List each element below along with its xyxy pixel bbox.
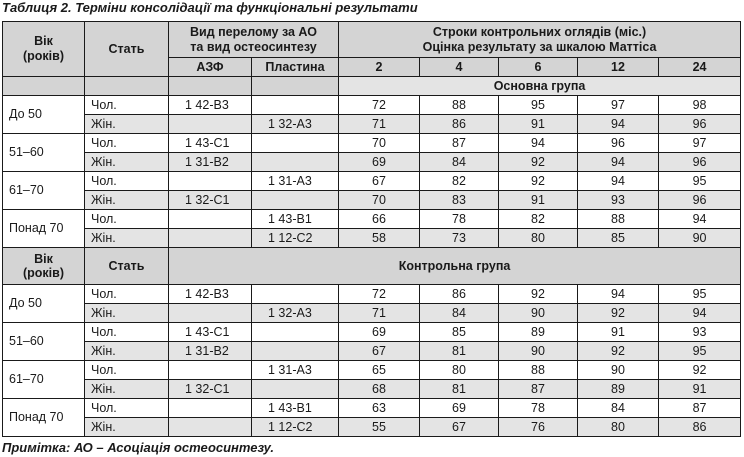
score-cell: 88 bbox=[499, 361, 578, 380]
header-month: 12 bbox=[578, 58, 659, 77]
score-cell: 65 bbox=[339, 361, 420, 380]
score-cell: 80 bbox=[420, 361, 499, 380]
score-cell: 96 bbox=[659, 191, 741, 210]
score-cell: 85 bbox=[420, 323, 499, 342]
sex-cell: Жін. bbox=[85, 342, 169, 361]
score-cell: 95 bbox=[659, 285, 741, 304]
score-cell: 90 bbox=[499, 342, 578, 361]
sex-cell: Чол. bbox=[85, 285, 169, 304]
score-cell: 87 bbox=[420, 134, 499, 153]
spacer-cell bbox=[252, 77, 339, 96]
sex-cell: Жін. bbox=[85, 115, 169, 134]
table-row bbox=[3, 323, 741, 342]
spacer-cell bbox=[85, 77, 169, 96]
score-cell: 93 bbox=[578, 191, 659, 210]
score-cell: 83 bbox=[420, 191, 499, 210]
score-cell: 90 bbox=[499, 304, 578, 323]
azf-cell: 1 43-С1 bbox=[169, 323, 252, 342]
score-cell: 70 bbox=[339, 134, 420, 153]
score-cell: 80 bbox=[578, 418, 659, 437]
table-body bbox=[3, 22, 741, 437]
score-cell: 70 bbox=[339, 191, 420, 210]
score-cell: 95 bbox=[659, 172, 741, 191]
sex-cell: Жін. bbox=[85, 191, 169, 210]
score-cell: 94 bbox=[578, 172, 659, 191]
score-cell: 97 bbox=[578, 96, 659, 115]
score-cell: 92 bbox=[659, 361, 741, 380]
table-row bbox=[3, 153, 741, 172]
sex-cell: Жін. bbox=[85, 304, 169, 323]
score-cell: 55 bbox=[339, 418, 420, 437]
table-row bbox=[3, 361, 741, 380]
sex-cell: Чол. bbox=[85, 210, 169, 229]
sex-cell: Чол. bbox=[85, 399, 169, 418]
azf-cell bbox=[169, 304, 252, 323]
score-cell: 86 bbox=[659, 418, 741, 437]
azf-cell bbox=[169, 361, 252, 380]
score-cell: 91 bbox=[659, 380, 741, 399]
score-cell: 68 bbox=[339, 380, 420, 399]
score-cell: 63 bbox=[339, 399, 420, 418]
azf-cell: 1 31-В2 bbox=[169, 153, 252, 172]
score-cell: 95 bbox=[499, 96, 578, 115]
plate-cell: 1 32-А3 bbox=[252, 304, 339, 323]
score-cell: 86 bbox=[420, 115, 499, 134]
sex-cell: Жін. bbox=[85, 380, 169, 399]
score-cell: 92 bbox=[578, 304, 659, 323]
table-row bbox=[3, 399, 741, 418]
score-cell: 94 bbox=[578, 153, 659, 172]
age-cell: 61–70 bbox=[3, 172, 85, 210]
spacer-cell bbox=[169, 77, 252, 96]
score-cell: 72 bbox=[339, 96, 420, 115]
plate-cell bbox=[252, 153, 339, 172]
table-row bbox=[3, 96, 741, 115]
score-cell: 81 bbox=[420, 380, 499, 399]
plate-cell bbox=[252, 380, 339, 399]
header-azf: АЗФ bbox=[169, 58, 252, 77]
age-cell: 51–60 bbox=[3, 323, 85, 361]
table-row bbox=[3, 380, 741, 399]
table-row bbox=[3, 342, 741, 361]
header-sex: Стать bbox=[85, 248, 169, 285]
plate-cell bbox=[252, 342, 339, 361]
score-cell: 90 bbox=[578, 361, 659, 380]
header-sex: Стать bbox=[85, 22, 169, 77]
plate-cell bbox=[252, 96, 339, 115]
score-cell: 85 bbox=[578, 229, 659, 248]
table-row bbox=[3, 191, 741, 210]
age-cell: Понад 70 bbox=[3, 210, 85, 248]
spacer-cell bbox=[3, 77, 85, 96]
azf-cell: 1 42-В3 bbox=[169, 285, 252, 304]
score-cell: 92 bbox=[499, 285, 578, 304]
plate-cell bbox=[252, 191, 339, 210]
plate-cell bbox=[252, 134, 339, 153]
score-cell: 96 bbox=[659, 153, 741, 172]
age-cell: 61–70 bbox=[3, 361, 85, 399]
group-title: Основна група bbox=[339, 77, 741, 96]
table-row bbox=[3, 210, 741, 229]
plate-cell bbox=[252, 285, 339, 304]
score-cell: 81 bbox=[420, 342, 499, 361]
score-cell: 73 bbox=[420, 229, 499, 248]
score-cell: 94 bbox=[578, 115, 659, 134]
score-cell: 96 bbox=[578, 134, 659, 153]
azf-cell: 1 42-В3 bbox=[169, 96, 252, 115]
sex-cell: Жін. bbox=[85, 153, 169, 172]
score-cell: 89 bbox=[578, 380, 659, 399]
score-cell: 88 bbox=[420, 96, 499, 115]
age-cell: 51–60 bbox=[3, 134, 85, 172]
score-cell: 94 bbox=[659, 304, 741, 323]
score-cell: 69 bbox=[339, 153, 420, 172]
sex-cell: Чол. bbox=[85, 96, 169, 115]
score-cell: 91 bbox=[499, 191, 578, 210]
score-cell: 94 bbox=[578, 285, 659, 304]
header-age: Вік (років) bbox=[3, 248, 85, 285]
score-cell: 71 bbox=[339, 115, 420, 134]
sex-cell: Чол. bbox=[85, 323, 169, 342]
table-row bbox=[3, 229, 741, 248]
score-cell: 95 bbox=[659, 342, 741, 361]
score-cell: 78 bbox=[420, 210, 499, 229]
score-cell: 84 bbox=[578, 399, 659, 418]
score-cell: 93 bbox=[659, 323, 741, 342]
plate-cell: 1 32-А3 bbox=[252, 115, 339, 134]
age-cell: Понад 70 bbox=[3, 399, 85, 437]
header-month: 24 bbox=[659, 58, 741, 77]
sex-cell: Чол. bbox=[85, 134, 169, 153]
score-cell: 88 bbox=[578, 210, 659, 229]
score-cell: 69 bbox=[420, 399, 499, 418]
sex-cell: Чол. bbox=[85, 361, 169, 380]
azf-cell: 1 43-С1 bbox=[169, 134, 252, 153]
azf-cell bbox=[169, 115, 252, 134]
azf-cell bbox=[169, 172, 252, 191]
sex-cell: Чол. bbox=[85, 172, 169, 191]
score-cell: 69 bbox=[339, 323, 420, 342]
score-cell: 84 bbox=[420, 153, 499, 172]
age-cell: До 50 bbox=[3, 285, 85, 323]
score-cell: 92 bbox=[578, 342, 659, 361]
table-row bbox=[3, 418, 741, 437]
table-caption: Таблиця 2. Терміни консолідації та функціональні результати bbox=[2, 0, 418, 15]
header-followup: Строки контрольних оглядів (міс.) Оцінка результату за шкалою Маттіса bbox=[339, 22, 741, 58]
header-month: 2 bbox=[339, 58, 420, 77]
plate-cell: 1 12-С2 bbox=[252, 418, 339, 437]
azf-cell bbox=[169, 229, 252, 248]
score-cell: 82 bbox=[499, 210, 578, 229]
score-cell: 91 bbox=[578, 323, 659, 342]
score-cell: 92 bbox=[499, 153, 578, 172]
score-cell: 98 bbox=[659, 96, 741, 115]
score-cell: 80 bbox=[499, 229, 578, 248]
header-month: 4 bbox=[420, 58, 499, 77]
azf-cell: 1 31-В2 bbox=[169, 342, 252, 361]
score-cell: 76 bbox=[499, 418, 578, 437]
azf-cell: 1 32-С1 bbox=[169, 380, 252, 399]
score-cell: 71 bbox=[339, 304, 420, 323]
plate-cell: 1 31-А3 bbox=[252, 361, 339, 380]
score-cell: 89 bbox=[499, 323, 578, 342]
group-title: Контрольна група bbox=[169, 248, 741, 285]
header-month: 6 bbox=[499, 58, 578, 77]
azf-cell bbox=[169, 399, 252, 418]
age-cell: До 50 bbox=[3, 96, 85, 134]
header-age: Вік (років) bbox=[3, 22, 85, 77]
table-row bbox=[3, 285, 741, 304]
score-cell: 96 bbox=[659, 115, 741, 134]
score-cell: 66 bbox=[339, 210, 420, 229]
sex-cell: Жін. bbox=[85, 229, 169, 248]
plate-cell: 1 43-В1 bbox=[252, 399, 339, 418]
score-cell: 87 bbox=[499, 380, 578, 399]
header-fracture-type: Вид перелому за АО та вид остеосинтезу bbox=[169, 22, 339, 58]
table-note: Примітка: АО – Асоціація остеосинтезу. bbox=[2, 440, 275, 455]
results-table bbox=[2, 21, 741, 437]
score-cell: 67 bbox=[420, 418, 499, 437]
score-cell: 90 bbox=[659, 229, 741, 248]
azf-cell bbox=[169, 418, 252, 437]
score-cell: 82 bbox=[420, 172, 499, 191]
score-cell: 94 bbox=[659, 210, 741, 229]
score-cell: 97 bbox=[659, 134, 741, 153]
table-row bbox=[3, 134, 741, 153]
score-cell: 84 bbox=[420, 304, 499, 323]
score-cell: 86 bbox=[420, 285, 499, 304]
score-cell: 67 bbox=[339, 342, 420, 361]
plate-cell: 1 43-В1 bbox=[252, 210, 339, 229]
sex-cell: Жін. bbox=[85, 418, 169, 437]
score-cell: 67 bbox=[339, 172, 420, 191]
score-cell: 58 bbox=[339, 229, 420, 248]
score-cell: 87 bbox=[659, 399, 741, 418]
table-row bbox=[3, 115, 741, 134]
score-cell: 92 bbox=[499, 172, 578, 191]
group-title-row bbox=[3, 77, 741, 96]
score-cell: 78 bbox=[499, 399, 578, 418]
score-cell: 91 bbox=[499, 115, 578, 134]
table-row bbox=[3, 172, 741, 191]
header-plate: Пластина bbox=[252, 58, 339, 77]
score-cell: 72 bbox=[339, 285, 420, 304]
plate-cell: 1 31-А3 bbox=[252, 172, 339, 191]
table-row bbox=[3, 304, 741, 323]
azf-cell: 1 32-С1 bbox=[169, 191, 252, 210]
plate-cell: 1 12-С2 bbox=[252, 229, 339, 248]
azf-cell bbox=[169, 210, 252, 229]
score-cell: 94 bbox=[499, 134, 578, 153]
plate-cell bbox=[252, 323, 339, 342]
